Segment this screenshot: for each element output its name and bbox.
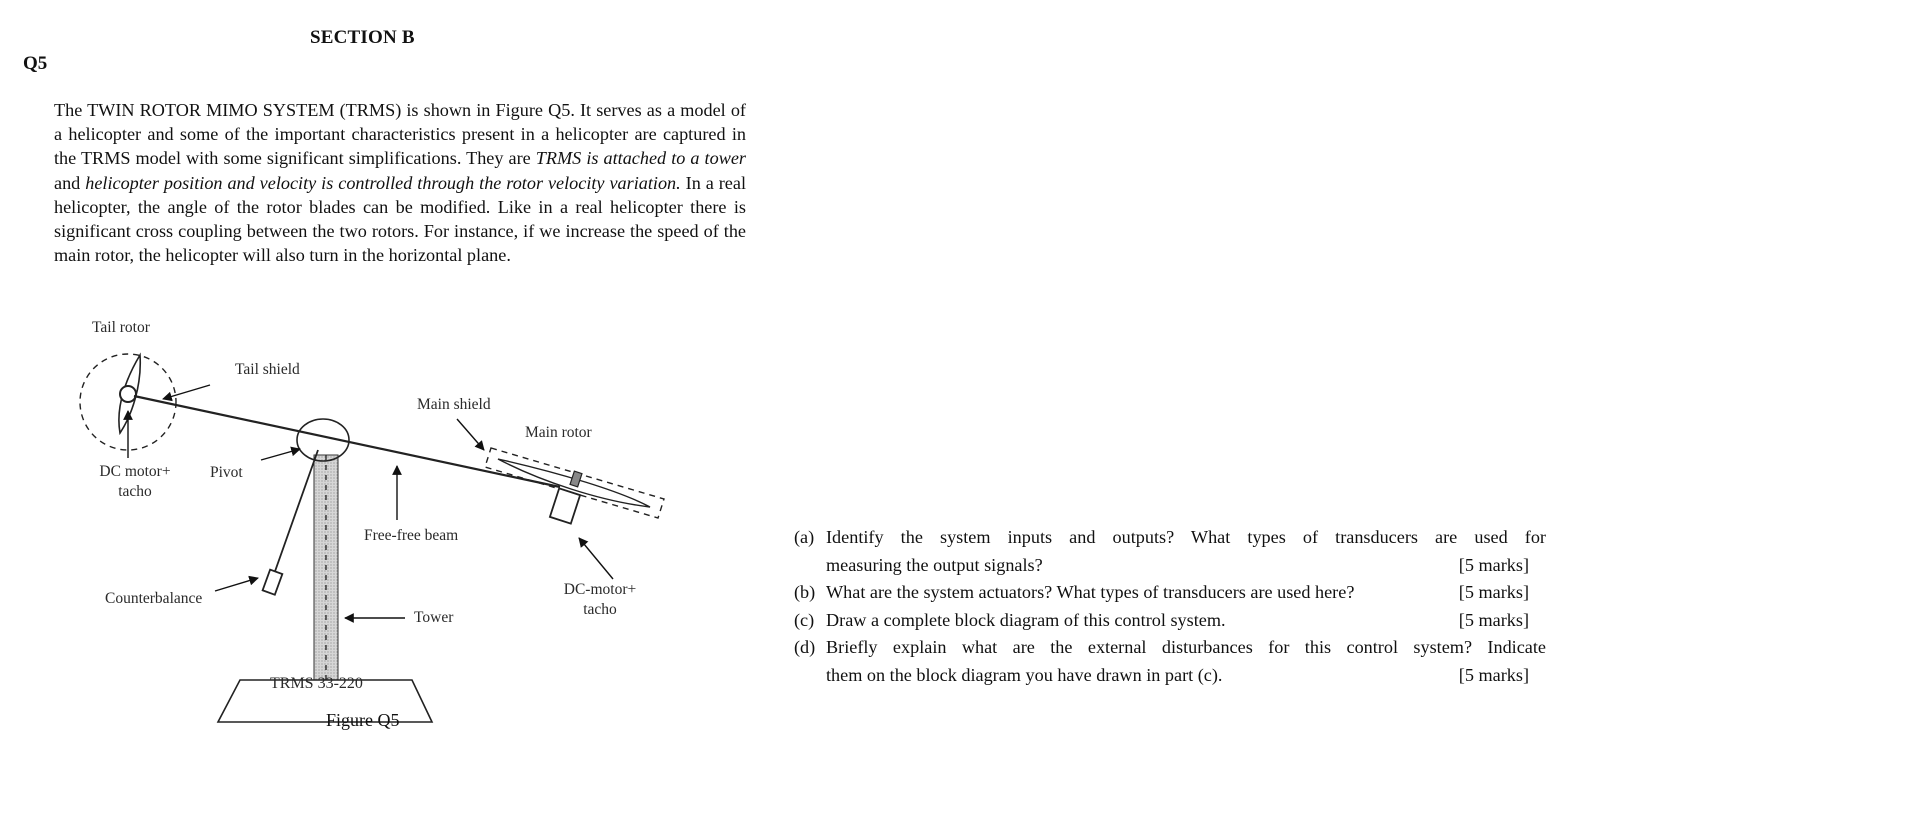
label-main-rotor: Main rotor	[525, 424, 592, 441]
question-number: Q5	[23, 53, 48, 74]
question-letter: (c)	[794, 609, 815, 630]
question-marks: [5 marks]	[1458, 664, 1529, 685]
question-text-line	[826, 607, 1546, 635]
arrow-counterbalance	[215, 578, 258, 591]
question-letter: (d)	[794, 637, 816, 657]
trms-diagram	[60, 315, 700, 735]
intro-emphasis-1: TRMS is attached to a tower	[535, 148, 746, 169]
main-dc-motor	[550, 488, 580, 523]
counterbalance-rod	[273, 450, 318, 577]
free-free-beam	[134, 396, 560, 487]
section-title: SECTION B	[310, 27, 415, 48]
label-dc-motor-right-line2: tacho	[583, 601, 617, 618]
arrow-main-shield	[457, 419, 484, 450]
question-b	[794, 579, 1546, 607]
label-tower: Tower	[414, 609, 454, 626]
question-marks: [5 marks]	[1458, 582, 1529, 602]
question-list	[794, 524, 1546, 689]
label-pivot: Pivot	[210, 464, 243, 481]
arrow-dc-motor-right	[579, 538, 613, 579]
question-text-cont: them on the block diagram you have drawn in part (c).	[826, 664, 1223, 685]
question-d	[794, 634, 1546, 689]
figure-q5	[60, 315, 700, 735]
label-dc-motor-left-line1: DC motor+	[99, 463, 171, 480]
figure-caption: Figure Q5	[326, 710, 400, 730]
counterbalance-weight	[263, 570, 283, 595]
label-tail-rotor: Tail rotor	[92, 319, 150, 336]
intro-paragraph	[54, 98, 746, 267]
intro-text-3: In a real helicopter, the angle of the rotor blades can be modified. Like in a real helicopter there is significant cross coupling between the two rotors. For instance, if we increase the speed of the main rotor, the helicopter will also turn in the horizontal plane.	[54, 172, 746, 266]
label-main-shield: Main shield	[417, 396, 491, 413]
question-text-line	[826, 662, 1546, 690]
label-dc-motor-left-line2: tacho	[118, 483, 152, 500]
question-letter: (a)	[794, 527, 815, 547]
label-dc-motor-right	[550, 580, 650, 620]
question-marks: [5 marks]	[1458, 554, 1529, 575]
question-text: Briefly explain what are the external disturbances for this control system? Indicate	[826, 637, 1546, 657]
arrow-tail-shield	[163, 385, 210, 399]
intro-text-2: and	[54, 172, 86, 193]
main-rotor-hub	[570, 471, 582, 487]
question-text: Identify the system inputs and outputs? What types of transducers are used for	[826, 527, 1546, 547]
question-text: Draw a complete block diagram of this control system.	[826, 609, 1226, 630]
tail-motor-hub	[120, 386, 136, 402]
label-counterbalance: Counterbalance	[105, 590, 203, 607]
arrow-pivot	[261, 449, 300, 460]
label-dc-motor-left	[90, 462, 180, 502]
question-letter: (b)	[794, 582, 816, 602]
intro-emphasis-2: helicopter position and velocity is controlled through the rotor velocity variation.	[85, 172, 681, 193]
question-text: What are the system actuators? What types of transducers are used here?	[826, 582, 1355, 602]
label-tail-shield: Tail shield	[235, 361, 300, 378]
question-text-line	[826, 579, 1546, 607]
question-marks: [5 marks]	[1458, 609, 1529, 630]
question-a	[794, 524, 1546, 579]
label-dc-motor-right-line1: DC-motor+	[563, 581, 637, 598]
label-free-free-beam: Free-free beam	[364, 527, 459, 544]
label-base: TRMS 33-220	[270, 675, 363, 692]
intro-text-1: The TWIN ROTOR MIMO SYSTEM (TRMS) is shown in Figure Q5. It serves as a model of a helicopter and some of the important characteristics present in a helicopter are captured in the TRMS model with some significant simplifications. They are	[54, 100, 746, 169]
question-c	[794, 607, 1546, 635]
question-text-line	[826, 552, 1546, 580]
question-text-cont: measuring the output signals?	[826, 554, 1043, 575]
